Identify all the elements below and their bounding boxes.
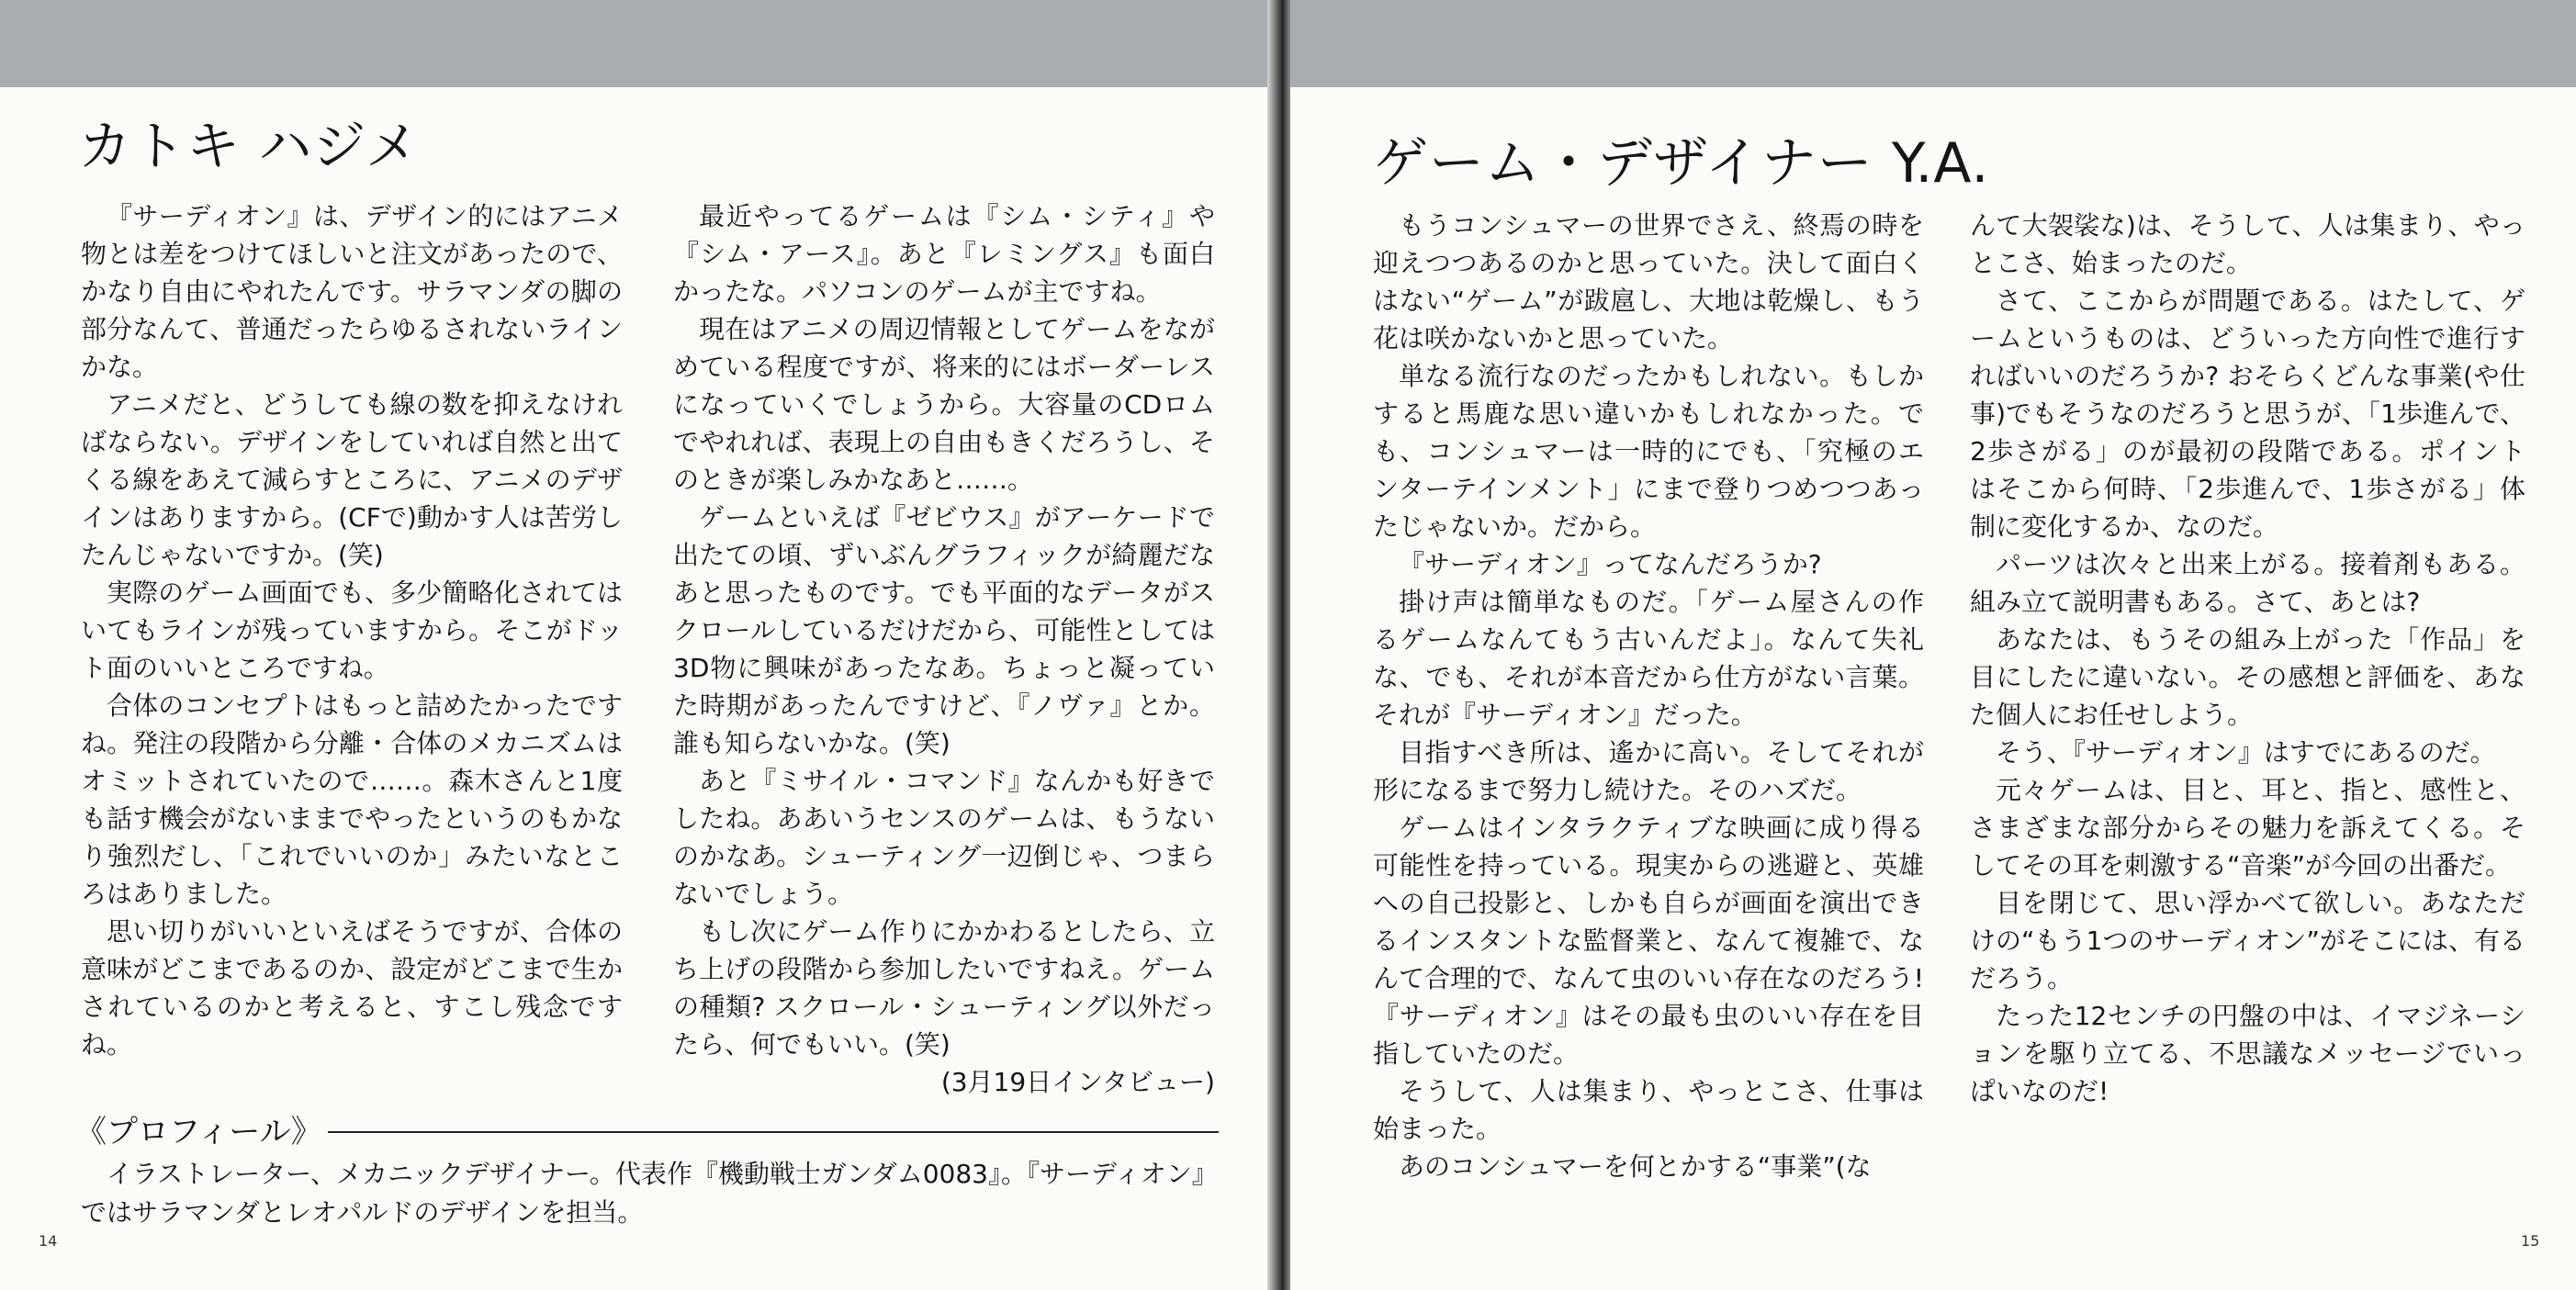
interview-credit: (3月19日インタビュー): [940, 1067, 1215, 1097]
paragraph: 単なる流行なのだったかもしれない。もしかすると馬鹿な思い違いかもしれなかった。でも、コンシュマーは一時的にでも、「究極のエンターテインメント」にまで登りつめつつあったじゃないか。だから。: [1373, 361, 1924, 542]
page-title: ゲーム・デザイナー Y.A.: [1373, 131, 1990, 196]
page-number: 14: [39, 1232, 58, 1250]
article-column-1: [1373, 207, 1924, 1185]
profile-title: 《プロフィール》: [75, 1114, 322, 1150]
paragraph: 掛け声は簡単なものだ。「ゲーム屋さんの作るゲームなんてもう古いんだよ」。なんて失礼な、でも、それが本音だから仕方がない言葉。それが『サーディオン』だった。: [1373, 587, 1924, 730]
paragraph: そうして、人は集まり、やっとこさ、仕事は始まった。: [1373, 1076, 1924, 1144]
paragraph: 実際のゲーム画面でも、多少簡略化されてはいてもラインが残っていますから。そこがドット面のいいところですね。: [81, 578, 623, 683]
paragraph: 元々ゲームは、目と、耳と、指と、感性と、さまざまな部分からその魅力を訴えてくる。そしてその耳を刺激する“音楽”が今回の出番だ。: [1970, 775, 2525, 881]
article-column-1: [81, 197, 623, 1063]
paragraph: 思い切りがいいといえばそうですが、合体の意味がどこまであるのか、設定がどこまで生かされているのかと考えると、すこし残念ですね。: [81, 916, 623, 1060]
header-band: [0, 0, 1272, 87]
binding-shadow: [1267, 0, 1282, 1290]
page-title: カトキ ハジメ: [78, 115, 420, 177]
paragraph: もし次にゲーム作りにかかわるとしたら、立ち上げの段階から参加したいですねえ。ゲームの種類? スクロール・シューティング以外だったら、何でもいい。(笑): [673, 916, 1215, 1060]
article-column-2: [673, 197, 1215, 1101]
profile-header: [75, 1106, 1219, 1151]
paragraph: 目を閉じて、思い浮かべて欲しい。あなただけの“もう1つのサーディオン”がそこには、有るだろう。: [1970, 888, 2525, 993]
paragraph: 『サーディオン』は、デザイン的にはアニメ物とは差をつけてほしいと注文があったので、かなり自由にやれたんです。サラマンダの脚の部分なんて、普通だったらゆるされないラインかな。: [81, 201, 623, 382]
paragraph: パーツは次々と出来上がる。接着剤もある。組み立て説明書もある。さて、あとは?: [1970, 549, 2525, 617]
paragraph: ゲームといえば『ゼビウス』がアーケードで出たての頃、ずいぶんグラフィックが綺麗だなあと思ったものです。でも平面的なデータがスクロールしているだけだから、可能性としては3D物に興味があったなあ。ちょっと凝っていた時期があったんですけど、『ノヴァ』とか。誰も知らないかな。(笑): [673, 502, 1215, 758]
paragraph-continued: んて大袈裟な)は、そうして、人は集まり、やっとこさ、始まったのだ。: [1970, 210, 2525, 278]
paragraph: 『サーディオン』ってなんだろうか?: [1399, 549, 1822, 579]
left-page: [0, 0, 1272, 1290]
paragraph: あと『ミサイル・コマンド』なんかも好きでしたね。ああいうセンスのゲームは、もうないのかなあ。シューティング一辺倒じゃ、つまらないでしょう。: [673, 766, 1215, 909]
page-number: 15: [2521, 1232, 2540, 1250]
profile-text: イラストレーター、メカニックデザイナー。代表作『機動戦士ガンダム0083』。『サーディオン』ではサラマンダとレオパルドのデザインを担当。: [81, 1159, 1218, 1228]
paragraph: 最近やってるゲームは『シム・シティ』や『シム・アース』。あと『レミングス』も面白かったな。パソコンのゲームが主ですね。: [673, 201, 1215, 307]
article-column-2: [1970, 207, 2525, 1110]
paragraph: たった12センチの円盤の中は、イマジネーションを駆り立てる、不思議なメッセージでいっぱいなのだ!: [1970, 1001, 2525, 1106]
paragraph: もうコンシュマーの世界でさえ、終焉の時を迎えつつあるのかと思っていた。決して面白くはない“ゲーム”が跋扈し、大地は乾燥し、もう花は咲かないかと思っていた。: [1373, 210, 1924, 353]
right-page: [1290, 0, 2576, 1290]
paragraph: さて、ここからが問題である。はたして、ゲームというものは、どういった方向性で進行すればいいのだろうか? おそらくどんな事業(や仕事)でもそうなのだろうと思うが、「1歩進んで、2歩さがる」のが最初の段階である。ポイントはそこから何時、「2歩進んで、1歩さがる」体制に変化するか、なのだ。: [1970, 286, 2525, 542]
paragraph: 合体のコンセプトはもっと詰めたかったですね。発注の段階から分離・合体のメカニズムはオミットされていたので……。森木さんと1度も話す機会がないままでやったというのもかなり強烈だし、「これでいいのか」みたいなところはありました。: [81, 690, 623, 909]
paragraph: ゲームはインタラクティブな映画に成り得る可能性を持っている。現実からの逃避と、英雄への自己投影と、しかも自らが画面を演出できるインスタントな監督業と、なんて複雑で、なんて合理的で、なんて虫のいい存在なのだろう! 『サーディオン』はその最も虫のいい存在を目指していたのだ。: [1373, 813, 1924, 1069]
paragraph: そう、『サーディオン』はすでにあるのだ。: [1996, 737, 2496, 768]
paragraph: あなたは、もうその組み上がった「作品」を目にしたに違いない。その感想と評価を、あなた個人にお任せしよう。: [1970, 624, 2525, 730]
header-band: [1290, 0, 2576, 87]
paragraph: あのコンシュマーを何とかする“事業”(な: [1399, 1151, 1872, 1182]
profile-divider: [328, 1131, 1219, 1133]
paragraph: 目指すべき所は、遙かに高い。そしてそれが形になるまで努力し続けた。そのハズだ。: [1373, 737, 1924, 805]
paragraph: 現在はアニメの周辺情報としてゲームをながめている程度ですが、将来的にはボーダーレスになっていくでしょうから。大容量のCDロムでやれれば、表現上の自由もきくだろうし、そのときが楽しみかなあと……。: [673, 314, 1215, 495]
paragraph: アニメだと、どうしても線の数を抑えなければならない。デザインをしていれば自然と出てくる線をあえて減らすところに、アニメのデザインはありますから。(CFで)動かす人は苦労したんじゃないですか。(笑): [81, 389, 623, 570]
